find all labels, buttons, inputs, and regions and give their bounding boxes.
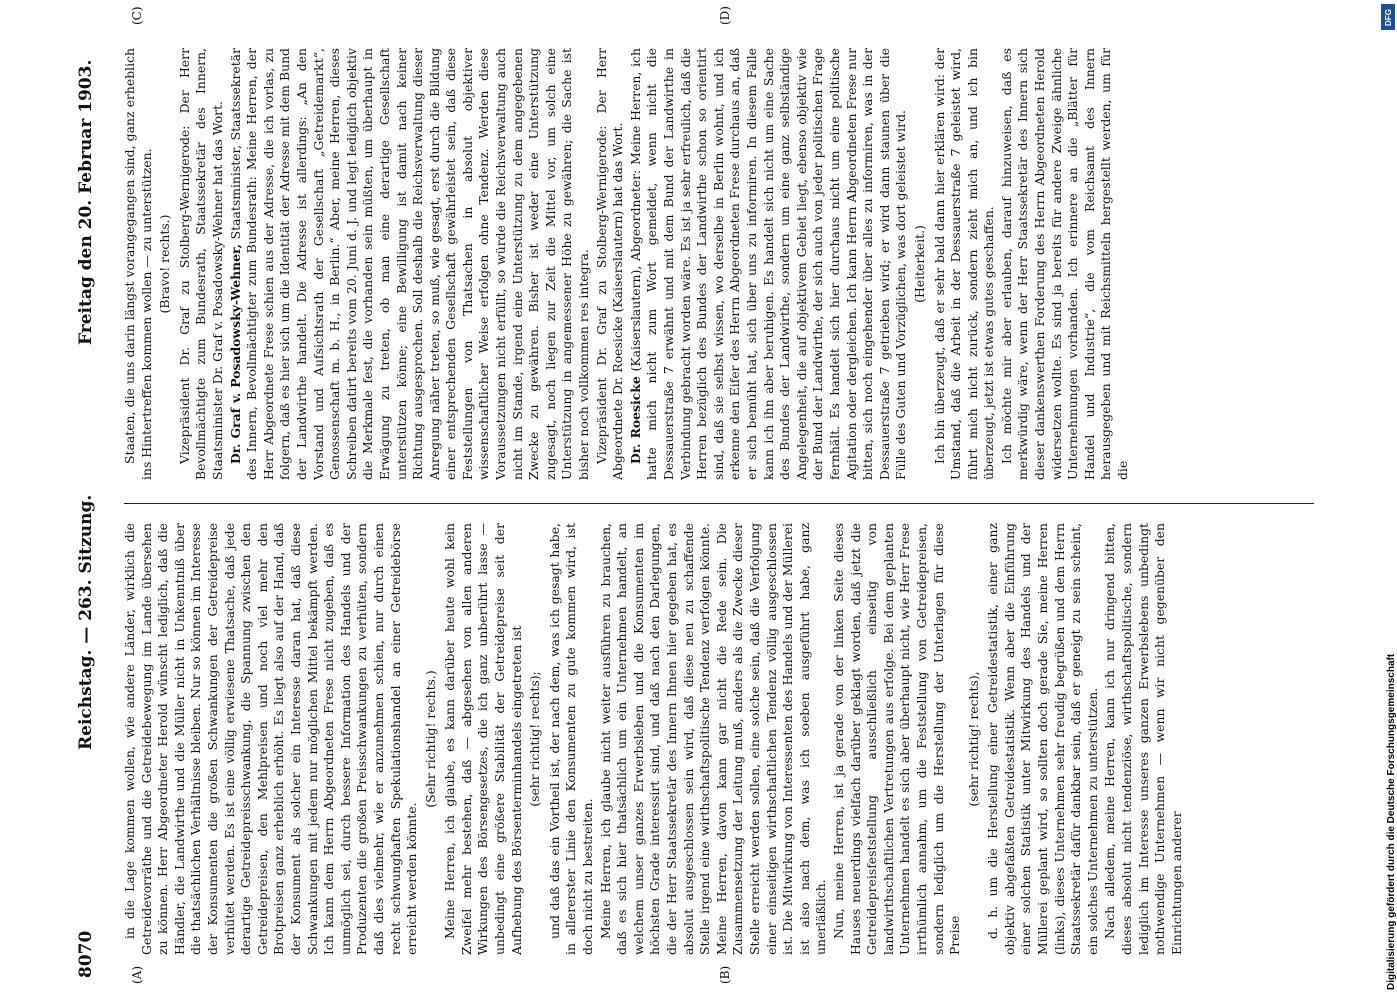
text-column-left <box>122 523 1317 955</box>
dfg-logo <box>1381 4 1395 30</box>
paragraph: Ich möchte mir aber erlauben, darauf hinzuweisen, daß es merkwürdig wäre, wenn der Herr Staatssekretär des Innern sich dieser dankenswerthen Forderung des Herrn Abgeordneten Herold widersetzen wollte. Es sind ja bereits für andere Zweige ähnliche Unternehmungen vorhanden. Ich erinnere an die „Blätter für Handel und Industrie“, die vom Reichsamt des Innern herausgegeben und mit Reichsmitteln hergestellt werden, um für die <box>998 48 1131 480</box>
margin-marker-b: (B) <box>718 965 732 984</box>
margin-marker-a: (A) <box>130 965 144 984</box>
paragraph: d. h. um die Herstellung einer Getreidestatistik, einer ganz objektiv abgefaßten Getreidestatistik. Wenn aber die Einführung einer solchen Statistik unter Mitwirkung des Handels und der Müllerei geplant wird, so sollten doch gerade Sie, meine Herren (links), dieses Unternehmen sehr freudig begrüßen und dem Herrn Staatssekretär dafür dankbar sein, daß er geneigt zu sein scheint, ein solches Unternehmen zu unterstützen. <box>985 523 1100 955</box>
speaker-name: Dr. Roesicke <box>627 376 643 464</box>
paragraph: Vizepräsident Dr. Graf zu Stolberg-Wernigerode: Der Herr Abgeordnete Dr. Roesicke (Kaiserslautern) hat das Wort. <box>593 48 626 480</box>
interjection: (Sehr richtig! rechts.) <box>422 670 438 808</box>
paragraph <box>228 48 593 480</box>
paragraph: Ich bin überzeugt, daß er sehr bald dann hier erklären wird: der Umstand, daß die Arbeit in der Dessauerstraße 7 geleistet wird, führt mich nicht zurück, sondern zieht mich an, und ich bin überzeugt, jetzt ist etwas gutes geschaffen. <box>931 48 997 480</box>
paragraph: Staaten, die uns darin längst vorangegangen sind, ganz erheblich ins Hintertreffen kommen wollen — zu unterstützen. <box>122 48 154 480</box>
paragraph: und daß das ein Vortheil ist, der nach dem, was ich gesagt habe, in allererster Linie den Konsumenten zu gute kommen wird, ist doch nicht zu bestreiten. <box>546 523 596 955</box>
interjection: (sehr richtig! rechts); <box>527 671 543 807</box>
running-head-left: Reichstag. — 263. Sitzung. <box>76 494 96 750</box>
paragraph: Meine Herren, ich glaube nicht weiter ausführen zu brauchen, daß es sich hier thatsächlich um ein Unternehmen handelt, an welchem unser ganzes Erwerbsleben und die Konsumenten im höchsten Grade interessirt sind, und daß nach den Darlegungen, die der Herr Staatssekretär des Innern Ihnen hier gegeben hat, es absolut ausgeschlossen sein wird, daß diese neu zu schaffende Stelle irgend eine wirthschaftspolitische Tendenz verfolgen könnte. Meine Herren, davon kann gar nicht die Rede sein. Die Zusammensetzung der Leitung muß, anders als die Zwecke dieser Stelle erreicht werden sollen, eine solche sein, daß die Verfolgung einer einseitigen wirthschaftlichen Tendenz völlig ausgeschlossen ist. Die Mitwirkung von Interessenten des Handels und der Müllerei ist also nach dem, was ich soeben ausgeführt habe, ganz unerläßlich. <box>597 523 829 955</box>
speaker-name: Dr. Graf v. Posadowsky-Wehner, <box>227 244 243 464</box>
paragraph: Nun, meine Herren, ist ja gerade von der linken Seite dieses Hauses neuerdings vielfach darüber geklagt worden, daß jetzt die Getreidepreisfeststellung ausschließlich einseitig von landwirthschaftlichen Vertretungen aus erfolge. Bei dem geplanten Unternehmen handelt es sich aber überhaupt nicht, wie Herr Frese irrthümlich annahm, um die Feststellung von Getreidepreisen, sondern lediglich um die Herstellung der Unterlagen für diese Preise <box>830 523 963 955</box>
paragraph: Nach alledem, meine Herren, kann ich nur dringend bitten, dieses absolut nicht tendenziöse, wirthschaftspolitische, sondern lediglich im Interesse unseres ganzen Erwerbslebens unbedingt nothwendige Unternehmen — wenn wir nicht gegenüber den Einrichtungen anderer <box>1102 523 1184 955</box>
column-divider <box>124 503 1314 504</box>
paragraph: Meine Herren, ich glaube, es kann darüber heute wohl kein Zweifel mehr bestehen, daß — abgesehen von allen anderen Wirkungen des Börsengesetzes, die ich ganz unberührt lasse — unbedingt eine größere Stabilität der Getreidepreise seit der Aufhebung des Börsenterminhandels eingetreten ist <box>442 523 524 955</box>
speech-text: Staatsminister, Staatssekretär des Innern, Bevollmächtigter zum Bundesrath: Meine Herren, der Herr Abgeordnete Frese schien aus der Adresse, die ich vorlas, zu folgern, daß es hier sich um die Identität der Adresse mit dem Bund der Landwirthe handelt. Die Adresse ist allerdings: „An den Vorstand und Aufsichtsrath der Gesellschaft „Getreidemarkt“, Genossenschaft m. b. H., in Berlin.“ Aber, meine Herren, dieses Schreiben datirt bereits vom 20. Juni d. J. und legt lediglich objektiv die Merkmale fest, die vorhanden sein müßten, um überhaupt in Erwägung zu treten, ob man eine derartige Gesellschaft unterstützen könne; eine Bewilligung ist damit nach keiner Richtung ausgesprochen. Soll deshalb die Reichsverwaltung dieser Anregung näher treten, so muß, wie gesagt, erst durch die Bildung einer entsprechenden Gesellschaft gewährleistet sein, daß diese Feststellungen von Thatsachen in absolut objektiver wissenschaftlicher Weise erfolgen ohne Tendenz. Werden diese Voraussetzungen nicht erfüllt, so würde die Reichsverwaltung auch nicht im Stande, irgend eine Unterstützung zu dem angegebenen Zwecke zu gewähren. Bisher ist weder eine Unterstützung zugesagt, noch liegen zur Zeit die Mittel vor, um solch eine Unterstützung in angemessener Höhe zu gewähren; die Sache ist bisher noch vollkommen res integra. <box>227 48 592 480</box>
margin-marker-d: (D) <box>718 6 732 25</box>
paragraph: Vizepräsident Dr. Graf zu Stolberg-Wernigerode: Der Herr Bevollmächtigte zum Bundesrath, Staatssekretär des Innern, Staatsminister Dr. Graf v. Posadowsky-Wehner hat das Wort. <box>176 48 225 480</box>
paragraph <box>628 48 910 480</box>
dfg-logo-text: DFG <box>1383 8 1393 26</box>
text-column-right <box>122 48 1317 480</box>
page-number: 8070 <box>76 930 96 978</box>
rotated-page-content <box>50 0 1350 1000</box>
interjection: (Bravo! rechts.) <box>157 214 173 314</box>
running-head-right: Freitag den 20. Februar 1903. <box>76 59 96 345</box>
margin-marker-c: (C) <box>130 6 144 25</box>
interjection: (sehr richtig! rechts), <box>965 671 981 807</box>
page-header <box>68 40 108 1000</box>
digitization-note: Digitalisierung gefördert durch die Deutsche Forschungsgemeinschaft <box>1386 653 1397 990</box>
interjection: (Heiterkeit.) <box>911 225 927 303</box>
paragraph: in die Lage kommen wollen, wie andere Länder, wirklich die Getreidevorräthe und die Getreidebewegung im Lande übersehen zu können. Herr Abgeordneter Herold wünscht lediglich, daß die Händler, die Landwirthe und die Müller nicht in Unkenntniß über die thatsächlichen Verhältnisse bleiben. Nur so können im Interesse der Konsumenten die großen Schwankungen der Getreidepreise verhütet werden. Es ist eine völlig erwiesene Thatsache, daß jede derartige Getreidepreisschwankung, die Spannung zwischen den Getreidepreisen, den Mehlpreisen und noch viel mehr den Brotpreisen ganz erheblich erhöht. Es liegt also auf der Hand, daß der Konsument als solcher ein Interesse daran hat, daß diese Schwankungen mit jedem nur möglichen Mittel bekämpft werden. Ich kann dem Herrn Abgeordneten Frese nicht zugeben, daß es unmöglich sei, durch bessere Information des Handels und der Produzenten die großen Preisschwankungen zu verhüten, sondern daß dies vielmehr, wie er anzunehmen schien, nur durch einen recht schwunghaften Spekulationshandel an einer Getreidebörse erreicht werden könnte. <box>122 523 420 955</box>
speech-text: (Kaiserslautern), Abgeordneter: Meine Herren, ich hatte mich nicht zum Wort gemeldet, wenn nicht die Dessauerstraße 7 erwähnt und mit dem Bund der Landwirthe in Verbindung gebracht worden wäre. Es ist ja sehr erfreulich, daß die Herren bezüglich des Bundes der Landwirthe schon so orientirt sind, daß sie selbst wissen, wo derselbe in Berlin wohnt, und ich erkenne den Eifer des Herrn Abgeordneten Frese durchaus an, daß er sich bemüht hat, sich über uns zu informiren. In diesem Falle kann ich ihn aber beruhigen. Es handelt sich nicht um eine Sache des Bundes der Landwirthe, sondern um eine ganz selbständige Angelegenheit, die auf objektivem Gebiet liegt, ebenso objektiv wie der Bund der Landwirthe, der sich auch von jeder politischen Frage fernhält. Es handelt sich hier durchaus nicht um eine politische Agitation oder dergleichen. Ich kann Herrn Abgeordneten Frese nur bitten, sich noch eingehender über alles zu informiren, was in der Dessauerstraße 7 getrieben wird; er wird dann staunen über die Fülle des Guten und Vorzüglichen, was dort geleistet wird. <box>627 48 909 480</box>
